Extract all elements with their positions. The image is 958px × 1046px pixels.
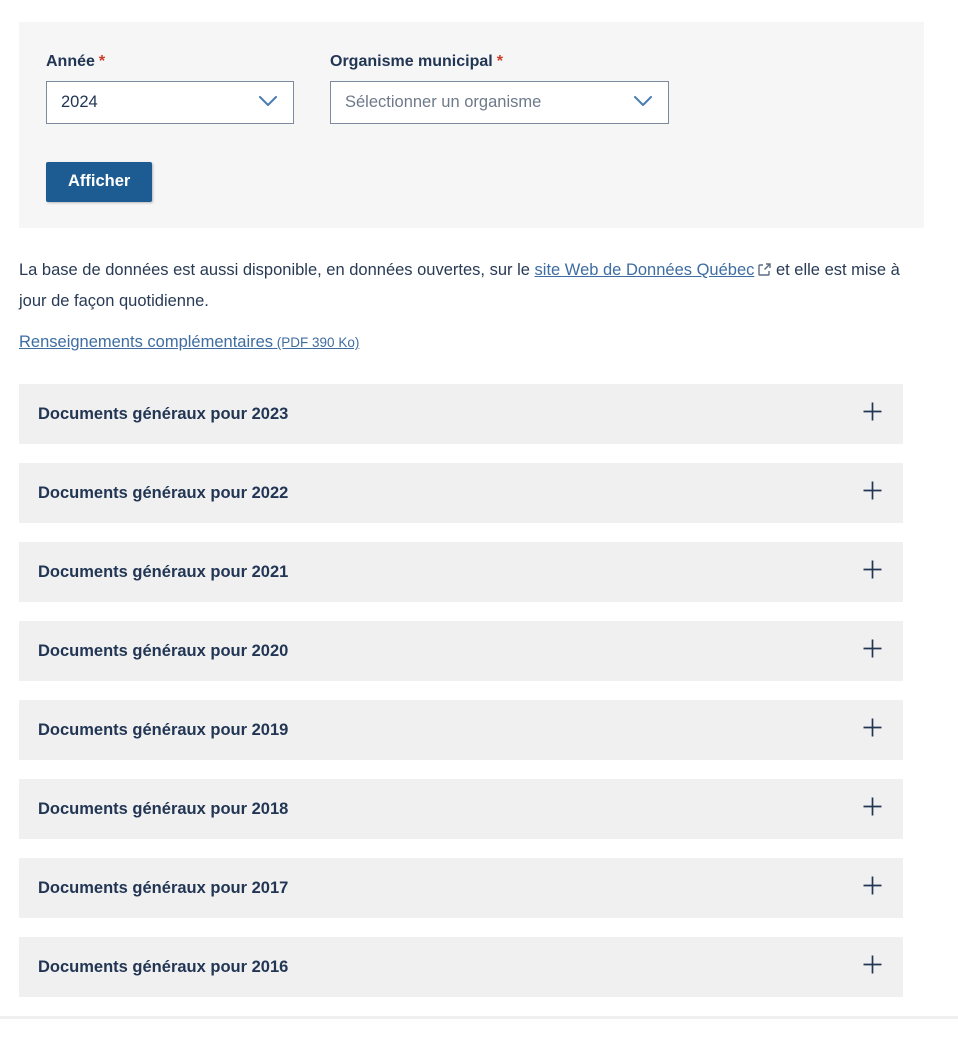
- plus-icon: [863, 560, 882, 584]
- intro-text-after: et elle est mise à jour de façon quotidienne.: [19, 261, 900, 310]
- organisme-select[interactable]: [330, 81, 669, 124]
- accordion-list: [19, 384, 903, 997]
- renseignements-link-text: Renseignements complémentaires: [19, 333, 274, 351]
- annee-select[interactable]: [46, 81, 294, 124]
- page: [0, 22, 958, 1046]
- accordion-label: Documents généraux pour 2021: [38, 562, 289, 581]
- renseignements-link[interactable]: [19, 333, 359, 351]
- annee-select-value: 2024: [61, 93, 98, 111]
- organisme-label-text: Organisme municipal: [330, 53, 493, 70]
- accordion-documents-2016[interactable]: [19, 937, 903, 997]
- renseignements-link-suffix: (PDF 390 Ko): [273, 335, 360, 350]
- field-organisme: [330, 52, 669, 124]
- donnees-quebec-link[interactable]: site Web de Données Québec: [534, 261, 755, 279]
- accordion-label: Documents généraux pour 2022: [38, 483, 289, 502]
- bottom-divider: [0, 1016, 958, 1019]
- accordion-documents-2020[interactable]: [19, 621, 903, 681]
- required-asterisk: *: [98, 53, 106, 70]
- organisme-label: [330, 52, 669, 72]
- annee-label: [46, 52, 294, 72]
- accordion-documents-2023[interactable]: [19, 384, 903, 444]
- accordion-documents-2017[interactable]: [19, 858, 903, 918]
- accordion-label: Documents généraux pour 2020: [38, 641, 289, 660]
- accordion-documents-2019[interactable]: [19, 700, 903, 760]
- afficher-button[interactable]: Afficher: [46, 162, 152, 202]
- organisme-select-placeholder: Sélectionner un organisme: [345, 93, 542, 111]
- required-asterisk: *: [496, 53, 503, 70]
- filter-panel: [19, 22, 924, 228]
- intro-text-before: La base de données est aussi disponible, en données ouvertes, sur le: [19, 261, 535, 279]
- plus-icon: [863, 639, 882, 663]
- accordion-documents-2021[interactable]: [19, 542, 903, 602]
- plus-icon: [863, 876, 882, 900]
- doc-link-row: [19, 331, 903, 354]
- external-link-icon: [758, 256, 771, 286]
- accordion-label: Documents généraux pour 2018: [38, 799, 289, 818]
- field-annee: [46, 52, 294, 124]
- accordion-label: Documents généraux pour 2016: [38, 957, 289, 976]
- accordion-label: Documents généraux pour 2017: [38, 878, 289, 897]
- accordion-documents-2018[interactable]: [19, 779, 903, 839]
- accordion-label: Documents généraux pour 2023: [38, 404, 289, 423]
- chevron-down-icon: [259, 94, 277, 112]
- chevron-down-icon: [634, 94, 652, 112]
- plus-icon: [863, 402, 882, 426]
- plus-icon: [863, 797, 882, 821]
- accordion-documents-2022[interactable]: [19, 463, 903, 523]
- plus-icon: [863, 955, 882, 979]
- plus-icon: [863, 718, 882, 742]
- fields-row: [46, 52, 897, 124]
- accordion-label: Documents généraux pour 2019: [38, 720, 289, 739]
- plus-icon: [863, 481, 882, 505]
- intro-paragraph: [19, 255, 903, 316]
- annee-label-text: Année: [46, 53, 95, 70]
